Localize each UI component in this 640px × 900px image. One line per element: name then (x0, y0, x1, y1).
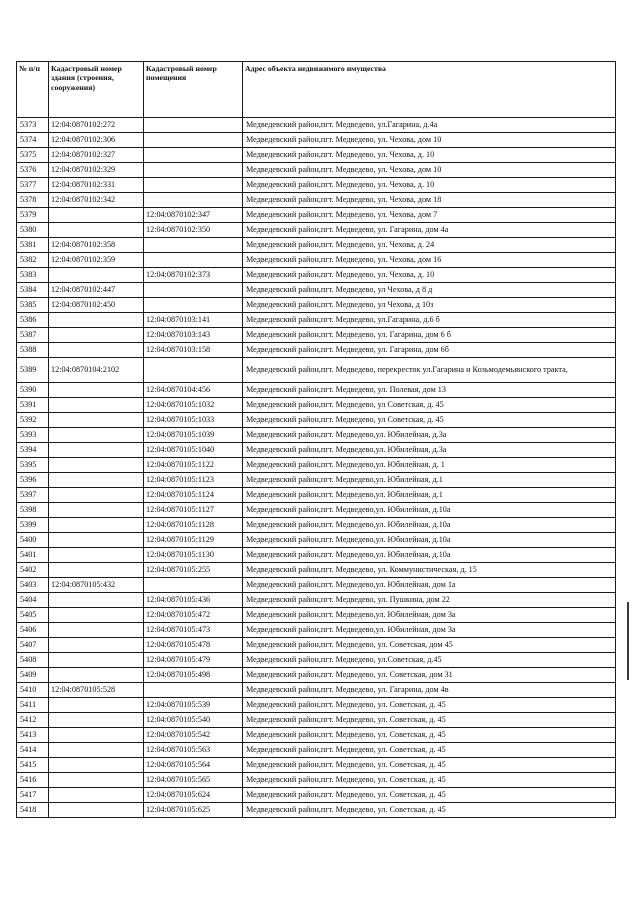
premises-cadastral-cell: 12:04:0870105:473 (144, 623, 243, 638)
row-number-cell: 5395 (17, 458, 49, 473)
building-cadastral-cell: 12:04:0870102:327 (49, 148, 144, 163)
address-cell: Медведевский район,пгт. Медведево,ул. Юбилейная, д.3а (243, 443, 616, 458)
table-row (17, 398, 616, 413)
row-number-cell: 5408 (17, 653, 49, 668)
premises-cadastral-cell: 12:04:0870105:624 (144, 788, 243, 803)
table-row (17, 773, 616, 788)
row-number-cell: 5389 (17, 358, 49, 383)
building-cadastral-cell: 12:04:0870102:329 (49, 163, 144, 178)
premises-cadastral-cell: 12:04:0870105:540 (144, 713, 243, 728)
address-cell: Медведевский район,пгт. Медведево, ул. Полевая, дом 13 (243, 383, 616, 398)
table-row (17, 608, 616, 623)
table-row (17, 803, 616, 818)
premises-cadastral-cell (144, 283, 243, 298)
building-cadastral-cell: 12:04:0870102:450 (49, 298, 144, 313)
building-cadastral-cell (49, 608, 144, 623)
row-number-cell: 5401 (17, 548, 49, 563)
table-row (17, 313, 616, 328)
premises-cadastral-cell: 12:04:0870103:158 (144, 343, 243, 358)
building-cadastral-cell (49, 533, 144, 548)
row-number-cell: 5402 (17, 563, 49, 578)
address-cell: Медведевский район,пгт. Медведево, ул. Гагарина, дом 6б (243, 343, 616, 358)
row-number-cell: 5377 (17, 178, 49, 193)
premises-cadastral-cell (144, 133, 243, 148)
row-number-cell: 5383 (17, 268, 49, 283)
table-row (17, 728, 616, 743)
building-cadastral-cell: 12:04:0870102:359 (49, 253, 144, 268)
address-cell: Медведевский район,пгт. Медведево, ул. Чехова, д. 10 (243, 268, 616, 283)
premises-cadastral-cell: 12:04:0870105:625 (144, 803, 243, 818)
address-cell: Медведевский район,пгт. Медведево, ул. Советская, д. 45 (243, 758, 616, 773)
address-cell: Медведевский район,пгт. Медведево, ул Советская, д. 45 (243, 413, 616, 428)
building-cadastral-cell: 12:04:0870102:331 (49, 178, 144, 193)
premises-cadastral-cell: 12:04:0870105:563 (144, 743, 243, 758)
address-cell: Медведевский район,пгт. Медведево,ул. Юбилейная, д.10а (243, 503, 616, 518)
building-cadastral-cell: 12:04:0870102:358 (49, 238, 144, 253)
row-number-cell: 5400 (17, 533, 49, 548)
building-cadastral-cell (49, 668, 144, 683)
address-cell: Медведевский район,пгт. Медведево,ул. Юбилейная, дом 3а (243, 623, 616, 638)
premises-cadastral-cell: 12:04:0870102:347 (144, 208, 243, 223)
table-row (17, 298, 616, 313)
table-row (17, 518, 616, 533)
building-cadastral-cell: 12:04:0870102:306 (49, 133, 144, 148)
building-cadastral-cell (49, 398, 144, 413)
address-cell: Медведевский район,пгт. Медведево, ул. Гагарина, дом 4а (243, 223, 616, 238)
building-cadastral-cell: 12:04:0870105:528 (49, 683, 144, 698)
building-cadastral-cell (49, 593, 144, 608)
address-cell: Медведевский район,пгт. Медведево, ул. Гагарина, дом 4в (243, 683, 616, 698)
row-number-cell: 5414 (17, 743, 49, 758)
row-number-cell: 5391 (17, 398, 49, 413)
premises-cadastral-cell: 12:04:0870103:141 (144, 313, 243, 328)
row-number-cell: 5375 (17, 148, 49, 163)
table-row (17, 238, 616, 253)
premises-cadastral-cell (144, 178, 243, 193)
address-cell: Медведевский район,пгт. Медведево, ул. Коммунистическая, д. 15 (243, 563, 616, 578)
table-row (17, 758, 616, 773)
table-row (17, 668, 616, 683)
table-header (17, 62, 616, 118)
address-cell: Медведевский район,пгт. Медведево,ул. Юбилейная, д.10а (243, 533, 616, 548)
table-row (17, 563, 616, 578)
table-row (17, 623, 616, 638)
building-cadastral-cell: 12:04:0870105:432 (49, 578, 144, 593)
row-number-cell: 5411 (17, 698, 49, 713)
address-cell: Медведевский район,пгт. Медведево,ул. Юбилейная, д.1 (243, 473, 616, 488)
premises-cadastral-cell: 12:04:0870105:1040 (144, 443, 243, 458)
header-row (17, 62, 616, 118)
row-number-cell: 5388 (17, 343, 49, 358)
registry-table (16, 61, 616, 818)
address-cell: Медведевский район,пгт. Медведево, ул. Советская, д. 45 (243, 728, 616, 743)
building-cadastral-cell (49, 413, 144, 428)
address-cell: Медведевский район,пгт. Медведево, ул. Чехова, дом 18 (243, 193, 616, 208)
premises-cadastral-cell (144, 193, 243, 208)
row-number-cell: 5374 (17, 133, 49, 148)
row-number-cell: 5418 (17, 803, 49, 818)
row-number-cell: 5413 (17, 728, 49, 743)
table-body (17, 118, 616, 818)
building-cadastral-cell: 12:04:0870102:342 (49, 193, 144, 208)
row-number-cell: 5382 (17, 253, 49, 268)
address-cell: Медведевский район,пгт. Медведево, ул. Советская, дом 45 (243, 638, 616, 653)
premises-cadastral-cell: 12:04:0870105:1039 (144, 428, 243, 443)
premises-cadastral-cell: 12:04:0870105:1128 (144, 518, 243, 533)
building-cadastral-cell (49, 638, 144, 653)
table-row (17, 148, 616, 163)
table-row (17, 743, 616, 758)
table-row (17, 163, 616, 178)
premises-cadastral-cell: 12:04:0870105:564 (144, 758, 243, 773)
table-row (17, 548, 616, 563)
building-cadastral-cell (49, 223, 144, 238)
address-cell: Медведевский район,пгт. Медведево,ул. Юбилейная, дом 1а (243, 578, 616, 593)
premises-cadastral-cell: 12:04:0870105:255 (144, 563, 243, 578)
premises-cadastral-cell (144, 298, 243, 313)
address-cell: Медведевский район,пгт. Медведево, ул. Чехова, дом 10 (243, 133, 616, 148)
address-cell: Медведевский район,пгт. Медведево, ул.Гагарина, д.6 б (243, 313, 616, 328)
address-cell: Медведевский район,пгт. Медведево, ул. Советская, д. 45 (243, 773, 616, 788)
address-cell: Медведевский район,пгт. Медведево,ул. Юбилейная, д. 1 (243, 458, 616, 473)
row-number-cell: 5415 (17, 758, 49, 773)
building-cadastral-cell (49, 518, 144, 533)
table-row (17, 193, 616, 208)
header-address: Адрес объекта недвижимого имущества (243, 62, 616, 118)
building-cadastral-cell (49, 503, 144, 518)
address-cell: Медведевский район,пгт. Медведево,ул. Юбилейная, дом 3а (243, 608, 616, 623)
building-cadastral-cell (49, 473, 144, 488)
premises-cadastral-cell: 12:04:0870105:1123 (144, 473, 243, 488)
building-cadastral-cell (49, 623, 144, 638)
premises-cadastral-cell (144, 578, 243, 593)
table-row (17, 328, 616, 343)
building-cadastral-cell: 12:04:0870102:272 (49, 118, 144, 133)
address-cell: Медведевский район,пгт. Медведево, ул. Чехова, дом 7 (243, 208, 616, 223)
table-row (17, 283, 616, 298)
table-row (17, 253, 616, 268)
header-num: № п/п (17, 62, 49, 118)
premises-cadastral-cell: 12:04:0870105:539 (144, 698, 243, 713)
row-number-cell: 5380 (17, 223, 49, 238)
row-number-cell: 5397 (17, 488, 49, 503)
address-cell: Медведевский район,пгт. Медведево, ул. Чехова, д. 10 (243, 178, 616, 193)
table-row (17, 358, 616, 383)
table-row (17, 788, 616, 803)
building-cadastral-cell (49, 313, 144, 328)
address-cell: Медведевский район,пгт. Медведево, ул Чехова, д 10з (243, 298, 616, 313)
row-number-cell: 5381 (17, 238, 49, 253)
premises-cadastral-cell (144, 238, 243, 253)
premises-cadastral-cell: 12:04:0870102:373 (144, 268, 243, 283)
address-cell: Медведевский район,пгт. Медведево, ул. Советская, д. 45 (243, 743, 616, 758)
premises-cadastral-cell: 12:04:0870105:1032 (144, 398, 243, 413)
building-cadastral-cell (49, 743, 144, 758)
address-cell: Медведевский район,пгт. Медведево,ул. Юбилейная, д.10а (243, 548, 616, 563)
row-number-cell: 5378 (17, 193, 49, 208)
table-row (17, 698, 616, 713)
building-cadastral-cell (49, 803, 144, 818)
premises-cadastral-cell (144, 253, 243, 268)
table-row (17, 133, 616, 148)
table-row (17, 488, 616, 503)
building-cadastral-cell (49, 788, 144, 803)
premises-cadastral-cell: 12:04:0870105:542 (144, 728, 243, 743)
table-row (17, 343, 616, 358)
premises-cadastral-cell (144, 148, 243, 163)
table-row (17, 268, 616, 283)
row-number-cell: 5405 (17, 608, 49, 623)
row-number-cell: 5392 (17, 413, 49, 428)
row-number-cell: 5379 (17, 208, 49, 223)
row-number-cell: 5387 (17, 328, 49, 343)
table-row (17, 383, 616, 398)
table-row (17, 118, 616, 133)
premises-cadastral-cell: 12:04:0870105:1130 (144, 548, 243, 563)
premises-cadastral-cell: 12:04:0870102:350 (144, 223, 243, 238)
building-cadastral-cell (49, 698, 144, 713)
address-cell: Медведевский район,пгт. Медведево, ул Чехова, д 8 д (243, 283, 616, 298)
row-number-cell: 5398 (17, 503, 49, 518)
row-number-cell: 5410 (17, 683, 49, 698)
row-number-cell: 5404 (17, 593, 49, 608)
address-cell: Медведевский район,пгт. Медведево,ул. Юбилейная, д.1 (243, 488, 616, 503)
row-number-cell: 5373 (17, 118, 49, 133)
table-row (17, 593, 616, 608)
building-cadastral-cell (49, 488, 144, 503)
premises-cadastral-cell: 12:04:0870105:1124 (144, 488, 243, 503)
row-number-cell: 5390 (17, 383, 49, 398)
building-cadastral-cell (49, 383, 144, 398)
table-row (17, 533, 616, 548)
premises-cadastral-cell: 12:04:0870105:436 (144, 593, 243, 608)
building-cadastral-cell: 12:04:0870104:2102 (49, 358, 144, 383)
building-cadastral-cell (49, 548, 144, 563)
row-number-cell: 5384 (17, 283, 49, 298)
row-number-cell: 5403 (17, 578, 49, 593)
premises-cadastral-cell: 12:04:0870105:1127 (144, 503, 243, 518)
address-cell: Медведевский район,пгт. Медведево, ул.Гагарина, д.4а (243, 118, 616, 133)
table-row (17, 638, 616, 653)
building-cadastral-cell (49, 328, 144, 343)
table-row (17, 503, 616, 518)
row-number-cell: 5417 (17, 788, 49, 803)
table-row (17, 458, 616, 473)
address-cell: Медведевский район,пгт. Медведево, ул. Чехова, дом 16 (243, 253, 616, 268)
premises-cadastral-cell: 12:04:0870105:498 (144, 668, 243, 683)
header-building-cadastral: Кадастровый номер здания (строения, сооружения) (49, 62, 144, 118)
building-cadastral-cell (49, 758, 144, 773)
address-cell: Медведевский район,пгт. Медведево, ул.Советская, д.45 (243, 653, 616, 668)
address-cell: Медведевский район,пгт. Медведево, ул. Советская, дом 31 (243, 668, 616, 683)
premises-cadastral-cell (144, 118, 243, 133)
premises-cadastral-cell: 12:04:0870105:478 (144, 638, 243, 653)
building-cadastral-cell (49, 428, 144, 443)
row-number-cell: 5409 (17, 668, 49, 683)
address-cell: Медведевский район,пгт. Медведево, ул. Чехова, д. 24 (243, 238, 616, 253)
row-number-cell: 5393 (17, 428, 49, 443)
row-number-cell: 5385 (17, 298, 49, 313)
table-row (17, 178, 616, 193)
table-row (17, 473, 616, 488)
premises-cadastral-cell (144, 683, 243, 698)
table-row (17, 223, 616, 238)
premises-cadastral-cell: 12:04:0870105:479 (144, 653, 243, 668)
row-number-cell: 5386 (17, 313, 49, 328)
address-cell: Медведевский район,пгт. Медведево, ул. Гагарина, дом 6 б (243, 328, 616, 343)
premises-cadastral-cell: 12:04:0870103:143 (144, 328, 243, 343)
row-number-cell: 5396 (17, 473, 49, 488)
premises-cadastral-cell: 12:04:0870105:565 (144, 773, 243, 788)
row-number-cell: 5394 (17, 443, 49, 458)
address-cell: Медведевский район,пгт. Медведево, ул. Чехова, дом 10 (243, 163, 616, 178)
building-cadastral-cell (49, 343, 144, 358)
scan-edge-mark (627, 602, 629, 680)
row-number-cell: 5399 (17, 518, 49, 533)
row-number-cell: 5376 (17, 163, 49, 178)
building-cadastral-cell: 12:04:0870102:447 (49, 283, 144, 298)
address-cell: Медведевский район,пгт. Медведево, ул. Советская, д. 45 (243, 713, 616, 728)
row-number-cell: 5407 (17, 638, 49, 653)
building-cadastral-cell (49, 713, 144, 728)
table-row (17, 653, 616, 668)
row-number-cell: 5412 (17, 713, 49, 728)
table-row (17, 413, 616, 428)
building-cadastral-cell (49, 268, 144, 283)
building-cadastral-cell (49, 563, 144, 578)
address-cell: Медведевский район,пгт. Медведево, перекресток ул.Гагарина и Козьмодемьянского тракта, (243, 358, 616, 383)
premises-cadastral-cell: 12:04:0870105:1129 (144, 533, 243, 548)
address-cell: Медведевский район,пгт. Медведево, ул. Чехова, д. 10 (243, 148, 616, 163)
address-cell: Медведевский район,пгт. Медведево, ул. Советская, д. 45 (243, 698, 616, 713)
address-cell: Медведевский район,пгт. Медведево, ул Советская, д. 45 (243, 398, 616, 413)
building-cadastral-cell (49, 773, 144, 788)
premises-cadastral-cell: 12:04:0870105:1122 (144, 458, 243, 473)
table-row (17, 713, 616, 728)
building-cadastral-cell (49, 458, 144, 473)
row-number-cell: 5416 (17, 773, 49, 788)
premises-cadastral-cell: 12:04:0870105:472 (144, 608, 243, 623)
row-number-cell: 5406 (17, 623, 49, 638)
address-cell: Медведевский район,пгт. Медведево,ул. Юбилейная, д.3а (243, 428, 616, 443)
table-row (17, 428, 616, 443)
address-cell: Медведевский район,пгт. Медведево,ул. Юбилейная, д.10а (243, 518, 616, 533)
building-cadastral-cell (49, 653, 144, 668)
address-cell: Медведевский район,пгт. Медведево, ул. Пушкина, дом 22 (243, 593, 616, 608)
header-premises-cadastral: Кадастровый номер помещения (144, 62, 243, 118)
building-cadastral-cell (49, 208, 144, 223)
premises-cadastral-cell (144, 163, 243, 178)
table-row (17, 683, 616, 698)
premises-cadastral-cell: 12:04:0870104:456 (144, 383, 243, 398)
address-cell: Медведевский район,пгт. Медведево, ул. Советская, д. 45 (243, 803, 616, 818)
building-cadastral-cell (49, 728, 144, 743)
building-cadastral-cell (49, 443, 144, 458)
table-row (17, 578, 616, 593)
table-row (17, 443, 616, 458)
table-row (17, 208, 616, 223)
premises-cadastral-cell: 12:04:0870105:1033 (144, 413, 243, 428)
premises-cadastral-cell (144, 358, 243, 383)
address-cell: Медведевский район,пгт. Медведево, ул. Советская, д. 45 (243, 788, 616, 803)
